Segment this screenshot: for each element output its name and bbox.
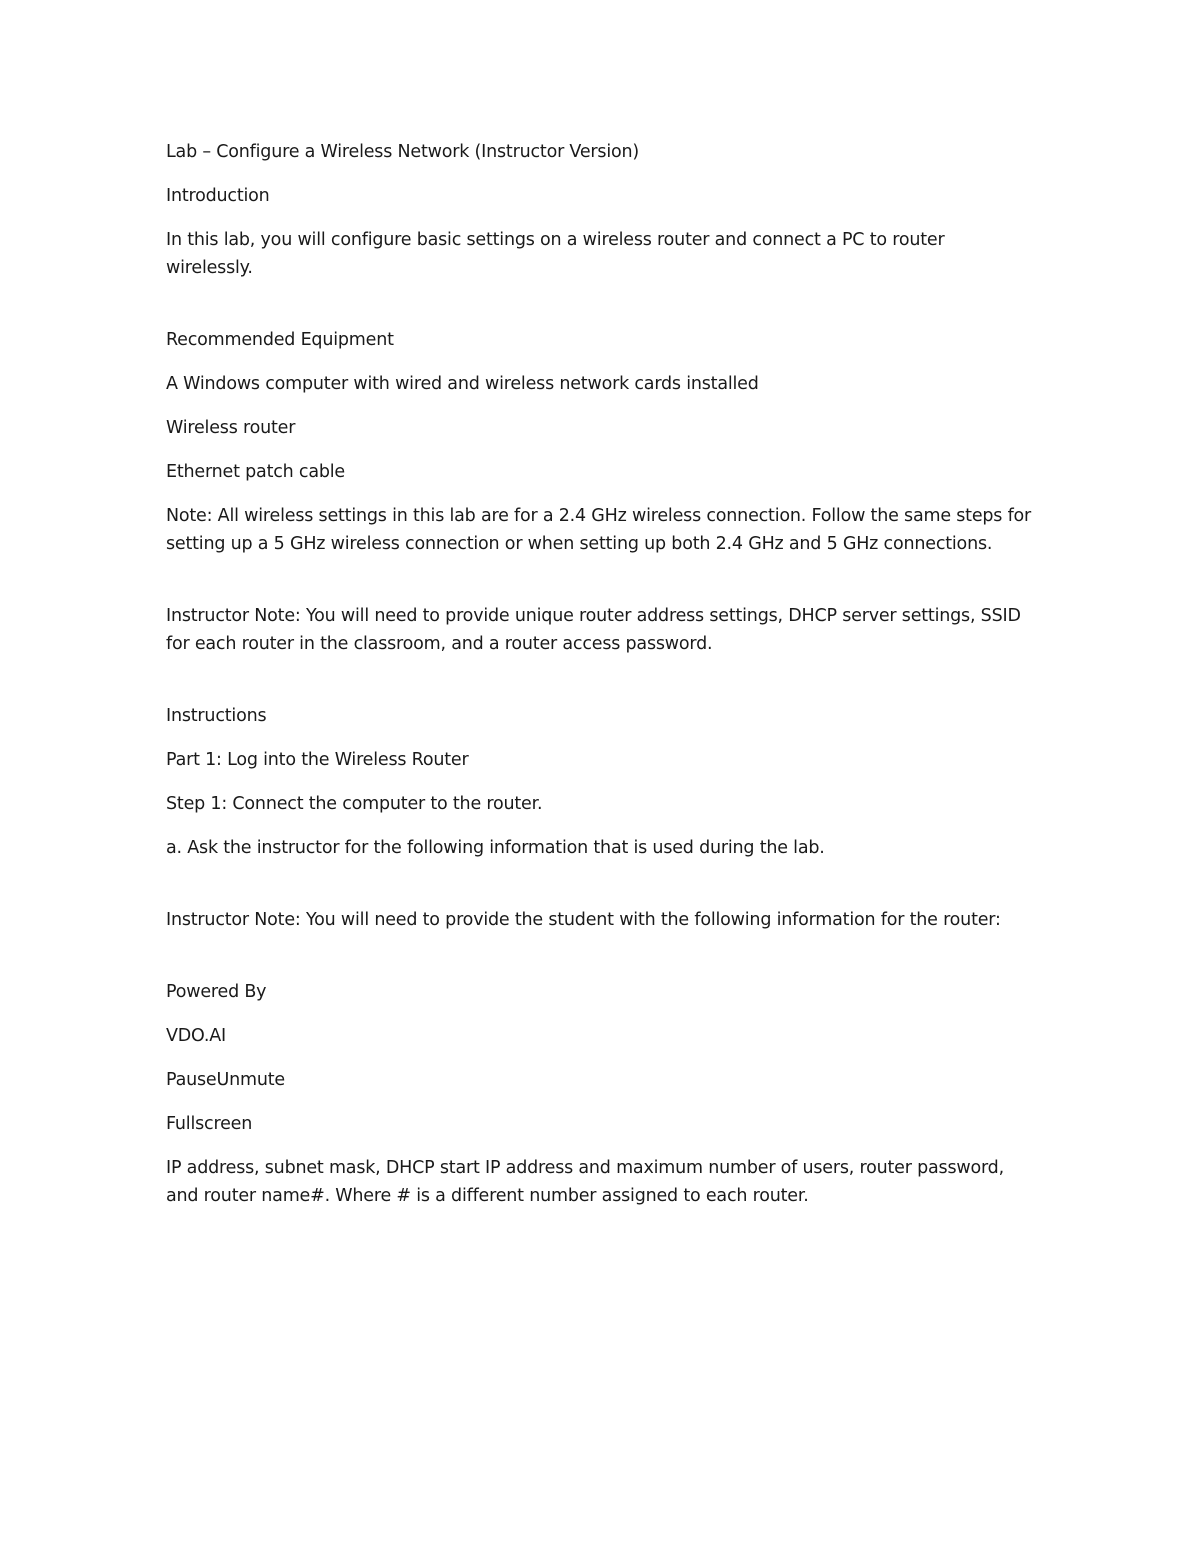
ad-brand-link[interactable]: VDO.AI [166,1026,227,1046]
document-title: Lab – Configure a Wireless Network (Instructor Version) [166,142,640,162]
equipment-item: Wireless router [166,418,296,438]
introduction-heading: Introduction [166,186,270,206]
step1-heading: Step 1: Connect the computer to the router. [166,794,543,814]
introduction-text: In this lab, you will configure basic settings on a wireless router and connect a PC to router wirelessly. [166,230,945,278]
note-text: Note: All wireless settings in this lab are for a 2.4 GHz wireless connection. Follow the same steps for setting up a 5 GHz wireless connection or when setting up both 2.4 GHz and 5 GHz connections. [166,506,1032,554]
equipment-heading: Recommended Equipment [166,330,394,350]
equipment-item: A Windows computer with wired and wireless network cards installed [166,374,759,394]
instructions-heading: Instructions [166,706,267,726]
equipment-item: Ethernet patch cable [166,462,345,482]
ad-fullscreen[interactable]: Fullscreen [166,1114,253,1134]
instructor-note: Instructor Note: You will need to provide the student with the following information for the router: [166,910,1001,930]
ad-pause-unmute[interactable]: PauseUnmute [166,1070,285,1090]
ad-powered-by: Powered By [166,982,267,1002]
final-text: IP address, subnet mask, DHCP start IP address and maximum number of users, router password, and router name#. Where # is a different number assigned to each router. [166,1158,1004,1206]
part1-heading: Part 1: Log into the Wireless Router [166,750,469,770]
document-body [166,138,1036,1226]
instructor-note: Instructor Note: You will need to provide unique router address settings, DHCP server settings, SSID for each router in the classroom, and a router access password. [166,606,1021,654]
step1a-text: a. Ask the instructor for the following information that is used during the lab. [166,838,825,858]
